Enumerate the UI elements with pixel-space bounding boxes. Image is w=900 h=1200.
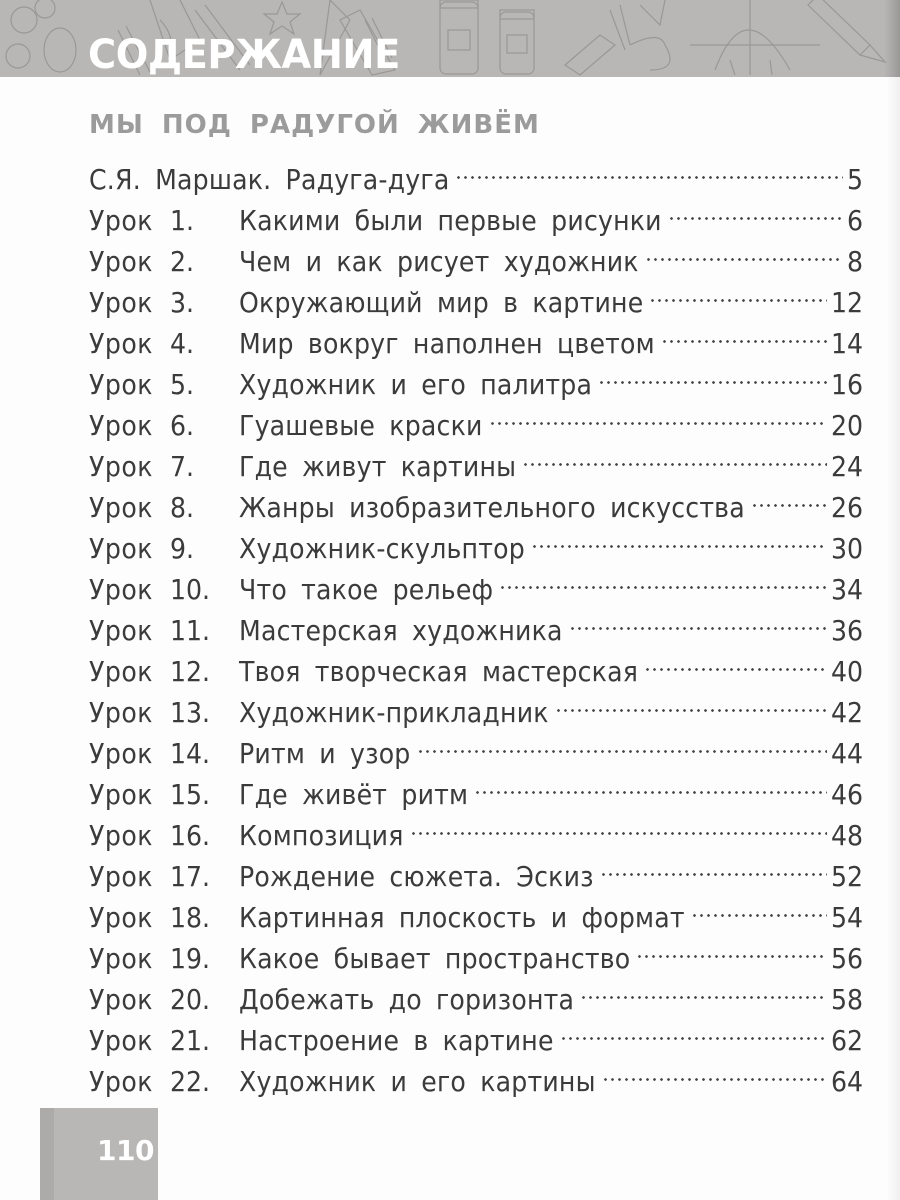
toc-entry-page: 20 bbox=[830, 409, 863, 442]
toc-entry-lesson-16[interactable] bbox=[89, 804, 863, 852]
dot-leader bbox=[499, 558, 827, 599]
dot-leader bbox=[751, 476, 827, 517]
lesson-label: Урок bbox=[89, 327, 153, 360]
toc-entry-page: 64 bbox=[830, 1065, 863, 1098]
toc-entry-page: 14 bbox=[830, 327, 863, 360]
toc-entry-page: 34 bbox=[830, 573, 863, 606]
table-of-contents bbox=[89, 148, 863, 1098]
toc-entry-page: 46 bbox=[830, 778, 863, 811]
dot-leader bbox=[455, 148, 843, 189]
lesson-label: Урок bbox=[89, 491, 153, 524]
toc-entry-lesson-9[interactable] bbox=[89, 517, 863, 565]
toc-entry-page: 12 bbox=[830, 286, 863, 319]
toc-entry-title: Твоя творческая мастерская bbox=[239, 655, 639, 688]
toc-entry-title: Художник-скульптор bbox=[239, 532, 525, 565]
lesson-number: 1. bbox=[170, 204, 195, 237]
toc-entry-lesson-7[interactable] bbox=[89, 435, 863, 483]
toc-entry-title: Художник и его палитра bbox=[239, 368, 593, 401]
page-title: СОДЕРЖАНИЕ bbox=[88, 32, 400, 77]
toc-entry-lesson-15[interactable] bbox=[89, 763, 863, 811]
lesson-label: Урок bbox=[89, 204, 153, 237]
lesson-label: Урок bbox=[89, 819, 153, 852]
toc-entry-title: Композиция bbox=[239, 819, 404, 852]
toc-entry-page: 5 bbox=[846, 163, 863, 196]
lesson-number: 13. bbox=[170, 696, 211, 729]
toc-entry-title: Жанры изобразительного искусства bbox=[239, 491, 745, 524]
lesson-label: Урок bbox=[89, 860, 153, 893]
lesson-label: Урок bbox=[89, 655, 153, 688]
lesson-number: 7. bbox=[170, 450, 195, 483]
toc-entry-lesson-11[interactable] bbox=[89, 599, 863, 647]
toc-entry-title: Гуашевые краски bbox=[239, 409, 483, 442]
lesson-number: 22. bbox=[170, 1065, 211, 1098]
toc-entry-page: 48 bbox=[830, 819, 863, 852]
toc-entry-page: 52 bbox=[830, 860, 863, 893]
lesson-number: 11. bbox=[170, 614, 211, 647]
lesson-label: Урок bbox=[89, 573, 153, 606]
lesson-label: Урок bbox=[89, 286, 153, 319]
dot-leader bbox=[661, 312, 827, 353]
lesson-label: Урок bbox=[89, 532, 153, 565]
dot-leader bbox=[580, 968, 827, 1009]
lesson-number: 10. bbox=[170, 573, 211, 606]
dot-leader bbox=[602, 1050, 827, 1091]
toc-entry-page: 30 bbox=[830, 532, 863, 565]
toc-entry-title: Мастерская художника bbox=[239, 614, 563, 647]
toc-entry-lesson-4[interactable] bbox=[89, 312, 863, 360]
lesson-number: 9. bbox=[170, 532, 195, 565]
lesson-number: 8. bbox=[170, 491, 195, 524]
dot-leader bbox=[410, 804, 827, 845]
toc-entry-title: Ритм и узор bbox=[239, 737, 411, 770]
lesson-number: 3. bbox=[170, 286, 195, 319]
dot-leader bbox=[600, 845, 827, 886]
toc-entry-page: 44 bbox=[830, 737, 863, 770]
lesson-number: 4. bbox=[170, 327, 195, 360]
toc-entry-lesson-22[interactable] bbox=[89, 1050, 863, 1098]
dot-leader bbox=[489, 394, 827, 435]
lesson-number: 14. bbox=[170, 737, 211, 770]
toc-entry-lesson-17[interactable] bbox=[89, 845, 863, 893]
toc-entry-lesson-12[interactable] bbox=[89, 640, 863, 688]
dot-leader bbox=[644, 640, 827, 681]
lesson-label: Урок bbox=[89, 696, 153, 729]
toc-entry-title: Окружающий мир в картине bbox=[239, 286, 644, 319]
toc-entry-title: Что такое рельеф bbox=[239, 573, 494, 606]
toc-entry-title: Картинная плоскость и формат bbox=[239, 901, 685, 934]
toc-entry-title: Настроение в картине bbox=[239, 1024, 554, 1057]
toc-entry-page: 26 bbox=[830, 491, 863, 524]
section-subtitle: МЫ ПОД РАДУГОЙ ЖИВЁМ bbox=[89, 110, 540, 140]
toc-entry-lesson-5[interactable] bbox=[89, 353, 863, 401]
toc-entry-page: 40 bbox=[830, 655, 863, 688]
toc-entry-lesson-14[interactable] bbox=[89, 722, 863, 770]
page-edge-shadow bbox=[886, 77, 900, 1200]
toc-entry-page: 6 bbox=[846, 204, 863, 237]
lesson-number: 15. bbox=[170, 778, 211, 811]
lesson-label: Урок bbox=[89, 409, 153, 442]
toc-entry-lesson-3[interactable] bbox=[89, 271, 863, 319]
toc-entry-lesson-19[interactable] bbox=[89, 927, 863, 975]
dot-leader bbox=[569, 599, 827, 640]
toc-entry-title: Какими были первые рисунки bbox=[239, 204, 662, 237]
dot-leader bbox=[691, 886, 827, 927]
toc-entry-title: С.Я. Маршак. Радуга-дуга bbox=[89, 163, 450, 196]
dot-leader bbox=[522, 435, 827, 476]
dot-leader bbox=[668, 189, 843, 230]
toc-entry-intro[interactable] bbox=[89, 148, 863, 196]
lesson-label: Урок bbox=[89, 983, 153, 1016]
lesson-label: Урок bbox=[89, 901, 153, 934]
toc-entry-title: Художник-прикладник bbox=[239, 696, 549, 729]
lesson-number: 6. bbox=[170, 409, 195, 442]
toc-entry-page: 56 bbox=[830, 942, 863, 975]
toc-entry-lesson-20[interactable] bbox=[89, 968, 863, 1016]
lesson-number: 16. bbox=[170, 819, 211, 852]
lesson-label: Урок bbox=[89, 368, 153, 401]
toc-entry-page: 16 bbox=[830, 368, 863, 401]
lesson-number: 19. bbox=[170, 942, 211, 975]
lesson-number: 21. bbox=[170, 1024, 211, 1057]
lesson-number: 17. bbox=[170, 860, 211, 893]
lesson-label: Урок bbox=[89, 942, 153, 975]
toc-entry-page: 42 bbox=[830, 696, 863, 729]
toc-entry-lesson-10[interactable] bbox=[89, 558, 863, 606]
toc-entry-title: Где живёт ритм bbox=[239, 778, 469, 811]
header-band bbox=[0, 0, 900, 77]
toc-entry-page: 62 bbox=[830, 1024, 863, 1057]
lesson-label: Урок bbox=[89, 245, 153, 278]
dot-leader bbox=[598, 353, 827, 394]
toc-entry-lesson-1[interactable] bbox=[89, 189, 863, 237]
dot-leader bbox=[636, 927, 827, 968]
lesson-label: Урок bbox=[89, 1065, 153, 1098]
toc-entry-title: Рождение сюжета. Эскиз bbox=[239, 860, 594, 893]
toc-entry-title: Мир вокруг наполнен цветом bbox=[239, 327, 655, 360]
toc-entry-title: Художник и его картины bbox=[239, 1065, 596, 1098]
lesson-number: 12. bbox=[170, 655, 211, 688]
lesson-label: Урок bbox=[89, 737, 153, 770]
toc-entry-title: Чем и как рисует художник bbox=[239, 245, 639, 278]
dot-leader bbox=[474, 763, 827, 804]
lesson-label: Урок bbox=[89, 778, 153, 811]
lesson-number: 20. bbox=[170, 983, 211, 1016]
lesson-label: Урок bbox=[89, 450, 153, 483]
dot-leader bbox=[649, 271, 827, 312]
toc-entry-lesson-2[interactable] bbox=[89, 230, 863, 278]
dot-leader bbox=[560, 1009, 827, 1050]
lesson-number: 18. bbox=[170, 901, 211, 934]
dot-leader bbox=[531, 517, 827, 558]
toc-entry-page: 36 bbox=[830, 614, 863, 647]
toc-entry-title: Добежать до горизонта bbox=[239, 983, 575, 1016]
lesson-label: Урок bbox=[89, 1024, 153, 1057]
toc-entry-page: 24 bbox=[830, 450, 863, 483]
toc-entry-title: Где живут картины bbox=[239, 450, 517, 483]
toc-entry-lesson-6[interactable] bbox=[89, 394, 863, 442]
toc-entry-lesson-13[interactable] bbox=[89, 681, 863, 729]
dot-leader bbox=[417, 722, 827, 763]
lesson-number: 5. bbox=[170, 368, 195, 401]
toc-entry-lesson-8[interactable] bbox=[89, 476, 863, 524]
toc-entry-title: Какое бывает пространство bbox=[239, 942, 631, 975]
toc-entry-page: 54 bbox=[830, 901, 863, 934]
toc-entry-lesson-18[interactable] bbox=[89, 886, 863, 934]
toc-entry-lesson-21[interactable] bbox=[89, 1009, 863, 1057]
page-number: 110 bbox=[97, 1134, 154, 1167]
lesson-number: 2. bbox=[170, 245, 195, 278]
dot-leader bbox=[645, 230, 843, 271]
toc-entry-page: 58 bbox=[830, 983, 863, 1016]
page-number-box bbox=[40, 1108, 158, 1200]
toc-entry-page: 8 bbox=[846, 245, 863, 278]
lesson-label: Урок bbox=[89, 614, 153, 647]
dot-leader bbox=[555, 681, 827, 722]
